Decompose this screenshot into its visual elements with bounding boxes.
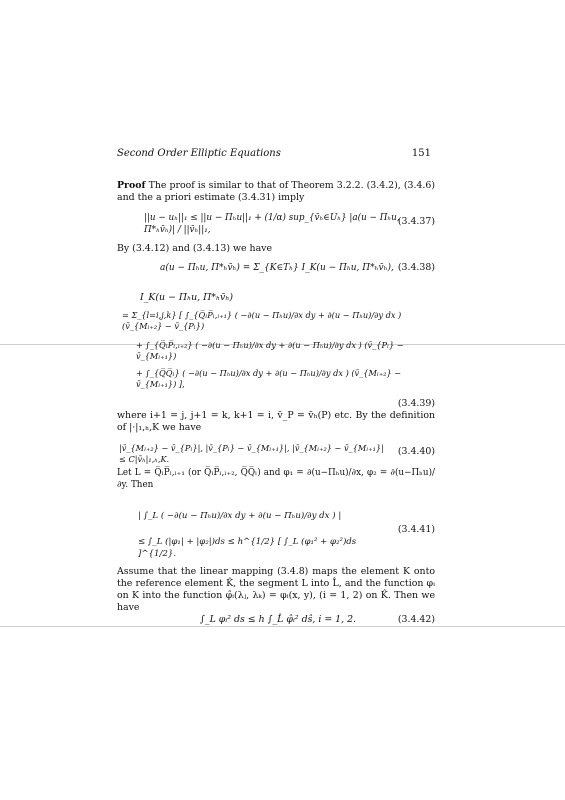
page-number: 151 [411, 148, 431, 159]
proof-lead: Proof [117, 180, 146, 191]
where-paragraph: where i+1 = j, j+1 = k, k+1 = i, v̄_P = v̄ₕ(P) etc. By the definition of |·|₁,ₕ,K we have [117, 410, 435, 433]
equation-3-4-39-line1: = Σ_{l=i,j,k} [ ∫_{Q̅ₗP̅ₗ,ₗ₊₁} ( −∂(u − Πₕu)/∂x dy + ∂(u − Πₕu)/∂y dx ) (v̄_{Mₗ₊₂} − v̄_{Pₗ}) [122, 310, 402, 331]
assume-paragraph: Assume that the linear mapping (3.4.8) maps the element K onto the reference element K̂, the segment L into L̂, and the function φᵢ on K into the function φ̂ᵢ(λⱼ, λₖ) = φᵢ(x, y), (i = 1, 2) on K̂. Then we have [117, 566, 435, 613]
by-line: By (3.4.12) and (3.4.13) we have [117, 243, 273, 254]
equation-body: ||u − uₕ||₁ ≤ ||u − Πₕu||₁ + (1/α) sup_{v̄ₕ∈Uₕ} |a(u − Πₕu, Π*ₕv̄ₕ)| / ||v̄ₕ||₁, [144, 213, 400, 235]
proof-paragraph [117, 180, 435, 204]
equation-3-4-38: a(u − Πₕu, Π*ₕv̄ₕ) = Σ_{K∈Tₕ} I_K(u − Πₕu, Π*ₕv̄ₕ), [160, 263, 394, 273]
let-paragraph: Let L = Q̅ₗP̅ₗ,ₗ₊₁ (or Q̅ₗP̅ₗ,ₗ₊₂, Q̅Q̅ₗ) and φ₁ = ∂(u−Πₕu)/∂x, φ₂ = ∂(u−Πₕu)/∂y. Then [117, 468, 435, 490]
scan-divider-bottom [0, 626, 565, 627]
equation-label-3-4-40: (3.4.40) [397, 446, 435, 457]
equation-label-3-4-37: (3.4.37) [397, 216, 435, 227]
proof-text: The proof is similar to that of Theorem 3.2.2. (3.4.2), (3.4.6) and the a priori estimate (3.4.31) imply [117, 180, 436, 203]
equation-3-4-42: ∫_L φᵢ² ds ≤ h ∫_L̂ φ̂ᵢ² dŝ, i = 1, 2. [200, 614, 357, 625]
equation-3-4-39-line3: + ∫_{Q̅Q̅ₗ} ( −∂(u − Πₕu)/∂x dy + ∂(u − Πₕu)/∂y dx ) (v̄_{Mₗ₊₂} − v̄_{Mₗ₊₁}) ], [136, 368, 402, 389]
running-title: Second Order Elliptic Equations [117, 148, 281, 159]
equation-3-4-39-line2: + ∫_{Q̅ₗP̅ₗ,ₗ₊₂} ( −∂(u − Πₕu)/∂x dy + ∂(u − Πₕu)/∂y dx ) (v̄_{Pₗ} − v̄_{Mₗ₊₁}) [136, 340, 404, 361]
equation-3-4-37 [144, 212, 404, 236]
equation-label-3-4-39: (3.4.39) [397, 398, 435, 409]
running-header [117, 148, 431, 159]
equation-label-3-4-41: (3.4.41) [397, 524, 435, 535]
equation-3-4-41-line1: | ∫_L ( −∂(u − Πₕu)/∂x dy + ∂(u − Πₕu)/∂y dx ) | [138, 511, 342, 521]
equation-3-4-41-line2: ≤ ∫_L (|φ₁| + |φ₂|)ds ≤ h^{1/2} [ ∫_L (φ₁² + φ₂²)ds ]^{1/2}. [138, 537, 357, 559]
equation-3-4-40: |v̄_{Mₗ₊₂} − v̄_{Pₗ}|, |v̄_{Pₗ} − v̄_{Mₗ₊₁}|, |v̄_{Mₗ₊₂} − v̄_{Mₗ₊₁}| ≤ C|v̄ₕ|₁,ₕ,K. [119, 443, 384, 464]
equation-label-3-4-38: (3.4.38) [397, 262, 435, 273]
ik-expression: I_K(u − Πₕu, Π*ₕv̄ₕ) [140, 292, 234, 303]
equation-label-3-4-42: (3.4.42) [397, 614, 435, 625]
